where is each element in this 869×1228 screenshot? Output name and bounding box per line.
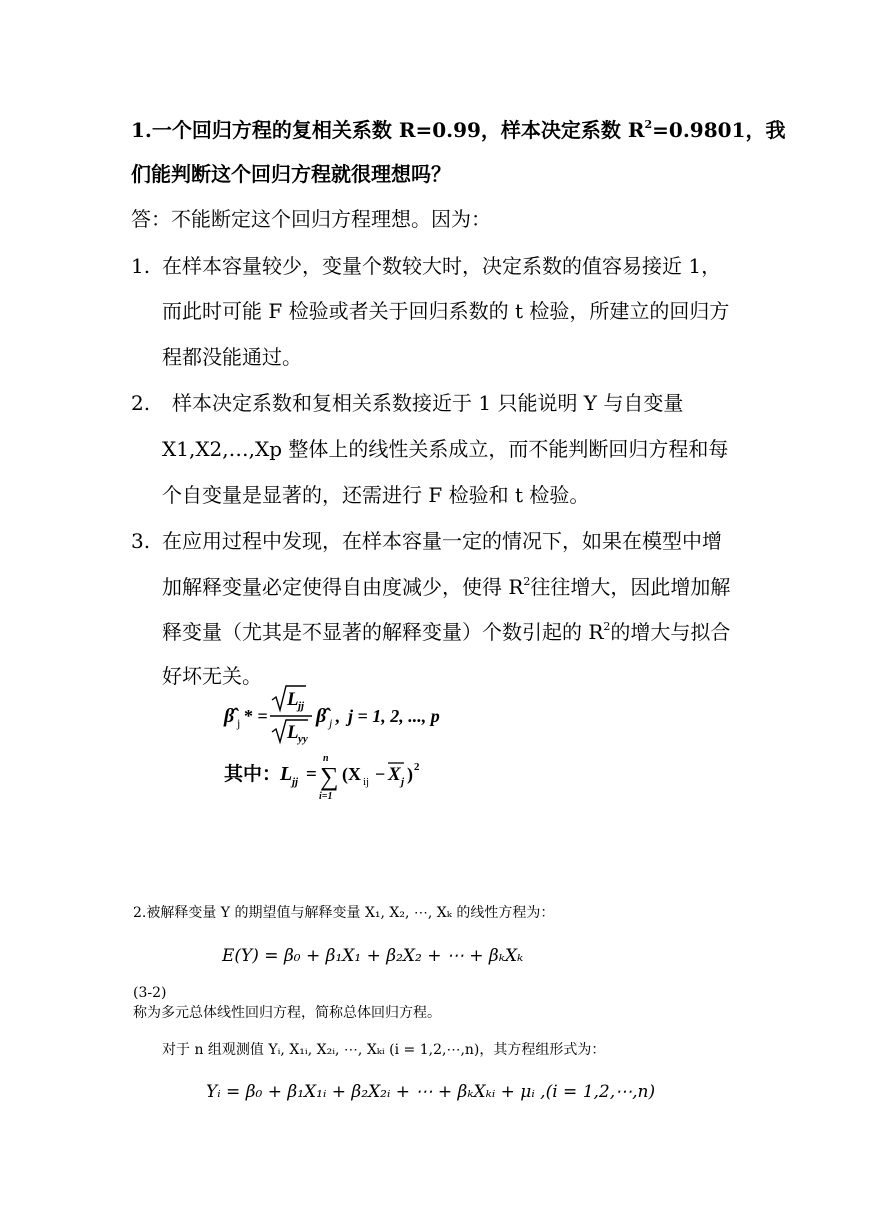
sum-upper: n — [323, 753, 329, 764]
rhs-beta-sub: j — [329, 716, 333, 730]
denominator-L: L — [287, 722, 299, 743]
lhs-sub: jj — [292, 776, 299, 788]
numerator-sub: jj — [298, 700, 305, 712]
item2-line: 个自变量是显著的，还需进行 F 检验和 t 检验。 — [162, 483, 590, 507]
item3-line3-text-end: 的增大与拟合 — [610, 620, 731, 644]
numerator-L: L — [287, 689, 299, 710]
q2-equation: E(Y) = β₀ + β₁X₁ + β₂X₂ + ⋯ + βₖXₖ — [222, 946, 524, 966]
q2-description: 称为多元总体线性回归方程，简称总体回归方程。 — [133, 1005, 441, 1021]
rhs-beta-hat: β̂ — [316, 705, 327, 727]
power: 2 — [414, 761, 420, 773]
x-sub: ij — [363, 776, 370, 788]
q2-system: Yᵢ = β₀ + β₁X₁ᵢ + β₂X₂ᵢ + ⋯ + βₖXₖᵢ + μᵢ ,(i = 1,2,⋯,n) — [206, 1082, 656, 1102]
item2-line: X1,X2,…,Xp 整体上的线性关系成立，而不能判断回归方程和每 — [162, 437, 729, 461]
comma: , — [335, 706, 340, 726]
lhs-L: L — [280, 763, 293, 785]
denominator-sub: yy — [298, 733, 308, 745]
xbar: X — [388, 764, 401, 785]
equals: = — [306, 764, 317, 785]
item2-line: 样本决定系数和复相关系数接近于 1 只能说明 Y 与自变量 — [172, 391, 684, 415]
open-paren-x: (X — [342, 764, 361, 784]
standardized-beta-formula — [220, 680, 480, 750]
sum-sign: ∑ — [320, 762, 339, 791]
item3-line2-text-end: 往往增大，因此增加解 — [530, 575, 731, 599]
close-paren: ) — [407, 764, 413, 784]
item3-line3 — [162, 620, 730, 648]
ljj-definition-formula — [220, 748, 450, 804]
question1-line2: 们能判断这个回归方程就很理想吗？ — [131, 162, 451, 186]
answer-lead: 答：不能断定这个回归方程理想。因为： — [131, 207, 491, 231]
item3-line2 — [162, 575, 730, 603]
item2-number: 2. — [131, 391, 151, 415]
item3-number: 3. — [131, 529, 151, 553]
item1-line: 而此时可能 F 检验或者关于回归系数的 t 检验，所建立的回归方 — [162, 299, 730, 323]
item3-line2-text: 加解释变量必定使得自由度减少，使得 R — [162, 575, 524, 599]
question1-text-end: =0.9801，我 — [652, 118, 786, 142]
superscript: 2 — [603, 620, 611, 633]
sum-lower: i=1 — [319, 791, 333, 802]
question1-text: 1.一个回归方程的复相关系数 R=0.99，样本决定系数 R — [131, 118, 645, 142]
question1-line1 — [131, 118, 785, 146]
superscript: 2 — [644, 118, 653, 131]
item3-line3-text: 释变量（尤其是不显著的解释变量）个数引起的 R — [162, 620, 604, 644]
minus: − — [375, 764, 386, 784]
superscript: 2 — [523, 575, 531, 588]
beta-hat: β̂ — [224, 705, 235, 727]
star-equals: * = — [244, 706, 268, 726]
formula-label: 其中： — [224, 764, 282, 785]
item3-line1: 在应用过程中发现，在样本容量一定的情况下，如果在模型中增 — [162, 529, 722, 553]
item3-line4: 好坏无关。 — [162, 664, 262, 688]
beta-sub: j — [237, 716, 241, 730]
item1-line: 程都没能通过。 — [162, 345, 302, 369]
q2-equation-label: (3-2) — [133, 985, 167, 1001]
q2-intro: 2.被解释变量 Y 的期望值与解释变量 X₁, X₂, ⋯, Xₖ 的线性方程为： — [133, 905, 555, 921]
q2-observations-intro: 对于 n 组观测值 Yᵢ, X₁ᵢ, X₂ᵢ, ⋯, Xₖᵢ (i = 1,2,⋯,n)，其方程组形式为： — [162, 1042, 606, 1058]
item1-number: 1. — [131, 254, 151, 278]
item1-line: 在样本容量较少，变量个数较大时，决定系数的值容易接近 1， — [162, 254, 722, 278]
xbar-sub: j — [401, 776, 405, 788]
index-range: j = 1, 2, ..., p — [348, 706, 440, 726]
